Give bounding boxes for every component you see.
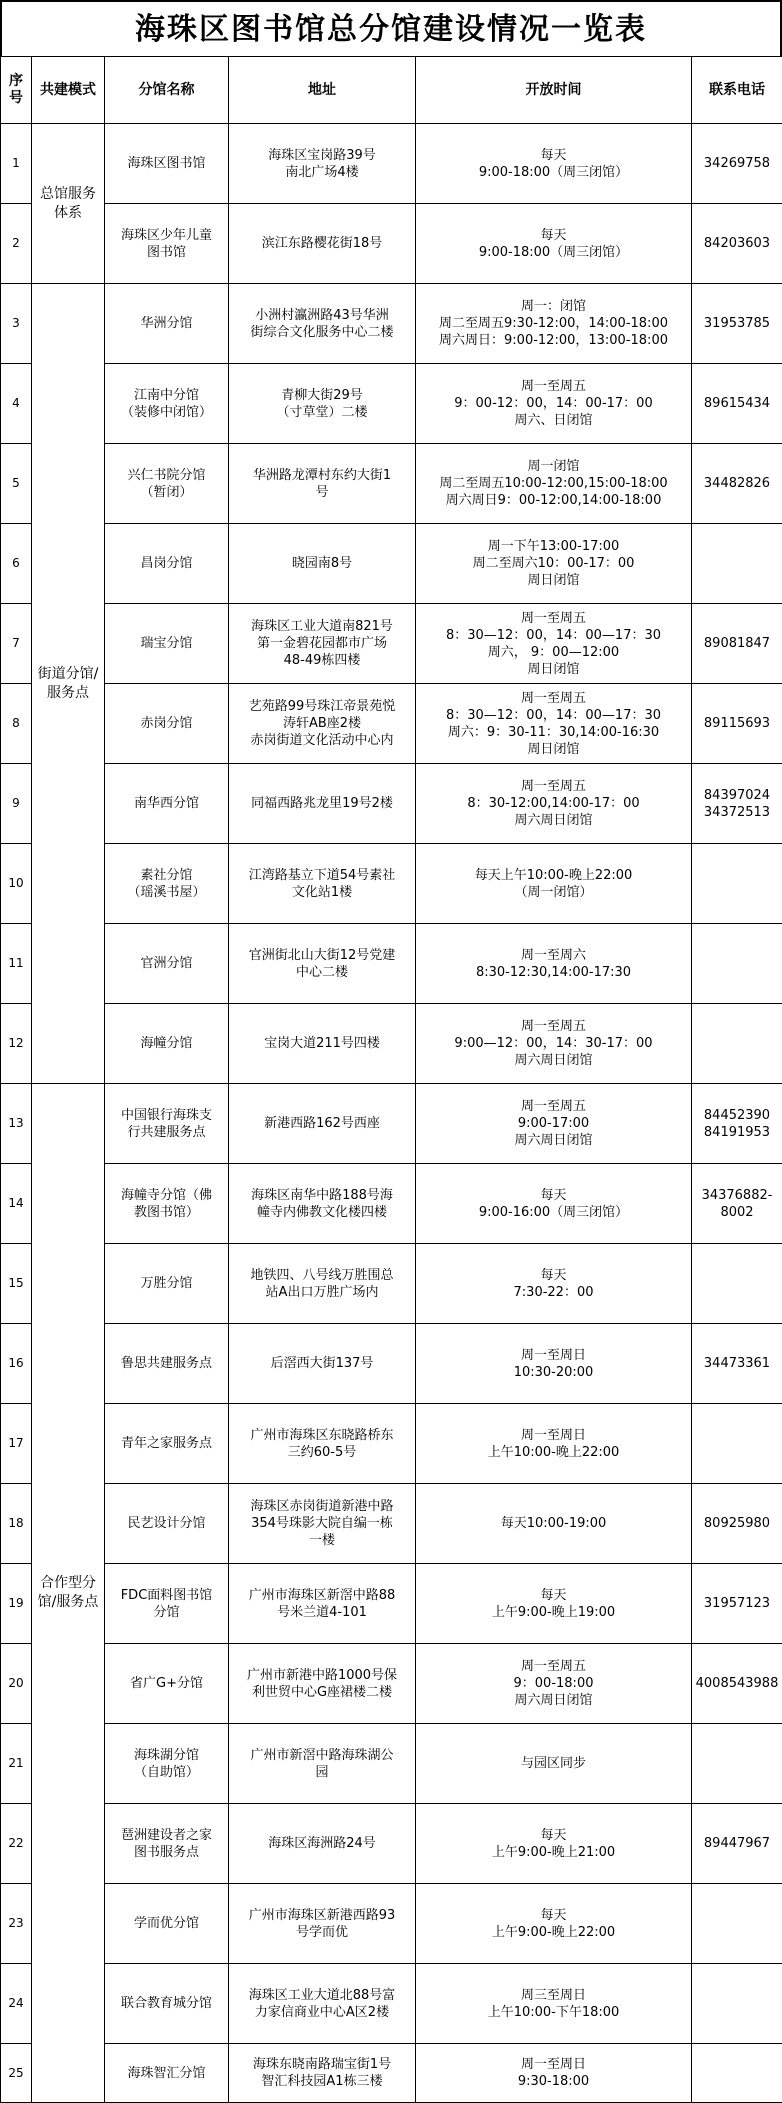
branch-name: 鲁思共建服务点 bbox=[105, 1324, 229, 1404]
phone-number bbox=[692, 1404, 782, 1484]
branch-name: 海珠区图书馆 bbox=[105, 124, 229, 204]
branch-address: 广州市海珠区新滘中路88 号米兰道4-101 bbox=[229, 1564, 416, 1644]
branch-address: 海珠区宝岗路39号 南北广场4楼 bbox=[229, 124, 416, 204]
branch-name: 琶洲建设者之家 图书服务点 bbox=[105, 1804, 229, 1884]
branch-name: 海幢分馆 bbox=[105, 1004, 229, 1084]
branch-address: 晓园南8号 bbox=[229, 524, 416, 604]
branch-address: 后滘西大街137号 bbox=[229, 1324, 416, 1404]
opening-hours: 周一下午13:00-17:00 周二至周六10：00-17：00 周日闭馆 bbox=[416, 524, 692, 604]
branch-address: 江湾路基立下道54号素社 文化站1楼 bbox=[229, 844, 416, 924]
branch-name: 联合教育城分馆 bbox=[105, 1964, 229, 2044]
branch-name: 昌岗分馆 bbox=[105, 524, 229, 604]
branch-address: 海珠区南华中路188号海 幢寺内佛教文化楼四楼 bbox=[229, 1164, 416, 1244]
row-number: 19 bbox=[1, 1564, 32, 1644]
table-row bbox=[1, 364, 782, 444]
row-number: 21 bbox=[1, 1724, 32, 1804]
phone-number bbox=[692, 524, 782, 604]
header-name: 分馆名称 bbox=[105, 57, 229, 124]
branch-name: FDC面料图书馆 分馆 bbox=[105, 1564, 229, 1644]
branch-address: 青柳大街29号 （寸草堂）二楼 bbox=[229, 364, 416, 444]
row-number: 17 bbox=[1, 1404, 32, 1484]
mode-cell: 总馆服务体系 bbox=[32, 124, 105, 284]
page-title: 海珠区图书馆总分馆建设情况一览表 bbox=[0, 0, 782, 56]
phone-number bbox=[692, 1964, 782, 2044]
opening-hours: 周一至周五 8：30—12：00，14：00—17：30 周六：9：30-11：30,14:00-16:30 周日闭馆 bbox=[416, 684, 692, 764]
opening-hours: 周一闭馆 周二至周五10:00-12:00,15:00-18:00 周六周日9：00-12:00,14:00-18:00 bbox=[416, 444, 692, 524]
header-no: 序号 bbox=[1, 57, 32, 124]
phone-number bbox=[692, 2044, 782, 2103]
table-row bbox=[1, 844, 782, 924]
branch-address: 艺苑路99号珠江帝景苑悦 涛轩AB座2楼 赤岗街道文化活动中心内 bbox=[229, 684, 416, 764]
phone-number: 89447967 bbox=[692, 1804, 782, 1884]
row-number: 9 bbox=[1, 764, 32, 844]
row-number: 23 bbox=[1, 1884, 32, 1964]
phone-number: 31957123 bbox=[692, 1564, 782, 1644]
phone-number: 89615434 bbox=[692, 364, 782, 444]
branch-address: 滨江东路樱花街18号 bbox=[229, 204, 416, 284]
table-row bbox=[1, 1804, 782, 1884]
row-number: 11 bbox=[1, 924, 32, 1004]
branch-name: 民艺设计分馆 bbox=[105, 1484, 229, 1564]
row-number: 3 bbox=[1, 284, 32, 364]
branch-address: 海珠区赤岗街道新港中路 354号珠影大院自编一栋 一楼 bbox=[229, 1484, 416, 1564]
opening-hours: 每天 9:00-18:00（周三闭馆） bbox=[416, 204, 692, 284]
branch-address: 宝岗大道211号四楼 bbox=[229, 1004, 416, 1084]
opening-hours: 周三至周日 上午10:00-下午18:00 bbox=[416, 1964, 692, 2044]
opening-hours: 每天上午10:00-晚上22:00 （周一闭馆） bbox=[416, 844, 692, 924]
table-row bbox=[1, 2044, 782, 2103]
row-number: 1 bbox=[1, 124, 32, 204]
mode-cell: 街道分馆/服务点 bbox=[32, 284, 105, 1084]
row-number: 22 bbox=[1, 1804, 32, 1884]
phone-number: 34376882- 8002 bbox=[692, 1164, 782, 1244]
row-number: 12 bbox=[1, 1004, 32, 1084]
row-number: 18 bbox=[1, 1484, 32, 1564]
branch-address: 海珠区工业大道南821号 第一金碧花园都市广场 48-49栋四楼 bbox=[229, 604, 416, 684]
table-row bbox=[1, 1564, 782, 1644]
opening-hours: 周一至周五 9：00-18:00 周六周日闭馆 bbox=[416, 1644, 692, 1724]
opening-hours: 周一至周五 9:00-17:00 周六周日闭馆 bbox=[416, 1084, 692, 1164]
branch-name: 兴仁书院分馆 （暂闭） bbox=[105, 444, 229, 524]
branch-address: 广州市海珠区新港西路93 号学而优 bbox=[229, 1884, 416, 1964]
table-row bbox=[1, 684, 782, 764]
table-row bbox=[1, 1884, 782, 1964]
table-row bbox=[1, 1084, 782, 1164]
phone-number: 34482826 bbox=[692, 444, 782, 524]
opening-hours: 周一：闭馆 周二至周五9:30-12:00，14:00-18:00 周六周日：9:00-12:00，13:00-18:00 bbox=[416, 284, 692, 364]
row-number: 16 bbox=[1, 1324, 32, 1404]
table-row bbox=[1, 1244, 782, 1324]
phone-number: 80925980 bbox=[692, 1484, 782, 1564]
branch-name: 南华西分馆 bbox=[105, 764, 229, 844]
opening-hours: 周一至周日 上午10:00-晚上22:00 bbox=[416, 1404, 692, 1484]
phone-number: 89081847 bbox=[692, 604, 782, 684]
branch-table bbox=[0, 56, 782, 2103]
phone-number: 31953785 bbox=[692, 284, 782, 364]
opening-hours: 每天 上午9:00-晚上22:00 bbox=[416, 1884, 692, 1964]
branch-address: 地铁四、八号线万胜围总 站A出口万胜广场内 bbox=[229, 1244, 416, 1324]
opening-hours: 周一至周五 9:00—12：00，14：30-17：00 周六周日闭馆 bbox=[416, 1004, 692, 1084]
branch-address: 广州市海珠区东晓路桥东 三约60-5号 bbox=[229, 1404, 416, 1484]
table-row bbox=[1, 1004, 782, 1084]
row-number: 20 bbox=[1, 1644, 32, 1724]
phone-number: 84452390 84191953 bbox=[692, 1084, 782, 1164]
row-number: 14 bbox=[1, 1164, 32, 1244]
opening-hours: 周一至周六 8:30-12:30,14:00-17:30 bbox=[416, 924, 692, 1004]
branch-name: 省广G+分馆 bbox=[105, 1644, 229, 1724]
table-row bbox=[1, 1484, 782, 1564]
table-row bbox=[1, 1724, 782, 1804]
branch-name: 海珠湖分馆 （自助馆） bbox=[105, 1724, 229, 1804]
table-row bbox=[1, 1644, 782, 1724]
table-row bbox=[1, 1324, 782, 1404]
branch-name: 海幢寺分馆（佛 教图书馆） bbox=[105, 1164, 229, 1244]
mode-cell: 合作型分馆/服务点 bbox=[32, 1084, 105, 2103]
opening-hours: 每天 9:00-16:00（周三闭馆） bbox=[416, 1164, 692, 1244]
phone-number: 84203603 bbox=[692, 204, 782, 284]
branch-name: 江南中分馆 （装修中闭馆） bbox=[105, 364, 229, 444]
header-hours: 开放时间 bbox=[416, 57, 692, 124]
table-row bbox=[1, 764, 782, 844]
header-mode: 共建模式 bbox=[32, 57, 105, 124]
branch-name: 学而优分馆 bbox=[105, 1884, 229, 1964]
opening-hours: 周一至周五 8：30—12：00，14：00—17：30 周六， 9：00—12:00 周日闭馆 bbox=[416, 604, 692, 684]
header-row bbox=[1, 57, 782, 124]
row-number: 13 bbox=[1, 1084, 32, 1164]
branch-address: 小洲村瀛洲路43号华洲 街综合文化服务中心二楼 bbox=[229, 284, 416, 364]
row-number: 2 bbox=[1, 204, 32, 284]
phone-number bbox=[692, 1884, 782, 1964]
opening-hours: 每天 上午9:00-晚上21:00 bbox=[416, 1804, 692, 1884]
opening-hours: 每天 9:00-18:00（周三闭馆） bbox=[416, 124, 692, 204]
row-number: 8 bbox=[1, 684, 32, 764]
opening-hours: 周一至周日 9:30-18:00 bbox=[416, 2044, 692, 2103]
branch-address: 新港西路162号西座 bbox=[229, 1084, 416, 1164]
branch-name: 海珠智汇分馆 bbox=[105, 2044, 229, 2103]
header-phone: 联系电话 bbox=[692, 57, 782, 124]
phone-number: 34473361 bbox=[692, 1324, 782, 1404]
row-number: 4 bbox=[1, 364, 32, 444]
opening-hours: 周一至周日 10:30-20:00 bbox=[416, 1324, 692, 1404]
table-body bbox=[1, 124, 782, 2103]
phone-number bbox=[692, 1724, 782, 1804]
row-number: 24 bbox=[1, 1964, 32, 2044]
phone-number bbox=[692, 1244, 782, 1324]
phone-number: 34269758 bbox=[692, 124, 782, 204]
opening-hours: 每天10:00-19:00 bbox=[416, 1484, 692, 1564]
branch-address: 广州市新滘中路海珠湖公 园 bbox=[229, 1724, 416, 1804]
branch-address: 海珠区海洲路24号 bbox=[229, 1804, 416, 1884]
table-row bbox=[1, 1404, 782, 1484]
branch-name: 中国银行海珠支 行共建服务点 bbox=[105, 1084, 229, 1164]
header-address: 地址 bbox=[229, 57, 416, 124]
branch-name: 海珠区少年儿童 图书馆 bbox=[105, 204, 229, 284]
branch-name: 素社分馆 （瑶溪书屋） bbox=[105, 844, 229, 924]
row-number: 5 bbox=[1, 444, 32, 524]
row-number: 25 bbox=[1, 2044, 32, 2103]
branch-name: 万胜分馆 bbox=[105, 1244, 229, 1324]
branch-address: 广州市新港中路1000号保 利世贸中心G座裙楼二楼 bbox=[229, 1644, 416, 1724]
table-row bbox=[1, 1964, 782, 2044]
phone-number bbox=[692, 844, 782, 924]
table-row bbox=[1, 124, 782, 204]
branch-name: 赤岗分馆 bbox=[105, 684, 229, 764]
branch-address: 海珠东晓南路瑞宝街1号 智汇科技园A1栋三楼 bbox=[229, 2044, 416, 2103]
table-row bbox=[1, 924, 782, 1004]
phone-number: 84397024 34372513 bbox=[692, 764, 782, 844]
branch-address: 华洲路龙潭村东约大街1 号 bbox=[229, 444, 416, 524]
table-row bbox=[1, 204, 782, 284]
opening-hours: 周一至周五 8：30-12:00,14:00-17：00 周六周日闭馆 bbox=[416, 764, 692, 844]
opening-hours: 每天 上午9:00-晚上19:00 bbox=[416, 1564, 692, 1644]
table-row bbox=[1, 604, 782, 684]
branch-name: 华洲分馆 bbox=[105, 284, 229, 364]
row-number: 10 bbox=[1, 844, 32, 924]
phone-number: 89115693 bbox=[692, 684, 782, 764]
phone-number: 4008543988 bbox=[692, 1644, 782, 1724]
branch-name: 瑞宝分馆 bbox=[105, 604, 229, 684]
branch-address: 同福西路兆龙里19号2楼 bbox=[229, 764, 416, 844]
table-row bbox=[1, 1164, 782, 1244]
row-number: 6 bbox=[1, 524, 32, 604]
row-number: 7 bbox=[1, 604, 32, 684]
branch-address: 官洲街北山大街12号党建 中心二楼 bbox=[229, 924, 416, 1004]
phone-number bbox=[692, 924, 782, 1004]
phone-number bbox=[692, 1004, 782, 1084]
branch-address: 海珠区工业大道北88号富 力家信商业中心A区2楼 bbox=[229, 1964, 416, 2044]
branch-name: 青年之家服务点 bbox=[105, 1404, 229, 1484]
table-row bbox=[1, 524, 782, 604]
opening-hours: 周一至周五 9：00-12：00，14：00-17：00 周六、日闭馆 bbox=[416, 364, 692, 444]
table-row bbox=[1, 284, 782, 364]
opening-hours: 与园区同步 bbox=[416, 1724, 692, 1804]
opening-hours: 每天 7:30-22：00 bbox=[416, 1244, 692, 1324]
table-row bbox=[1, 444, 782, 524]
row-number: 15 bbox=[1, 1244, 32, 1324]
branch-name: 官洲分馆 bbox=[105, 924, 229, 1004]
